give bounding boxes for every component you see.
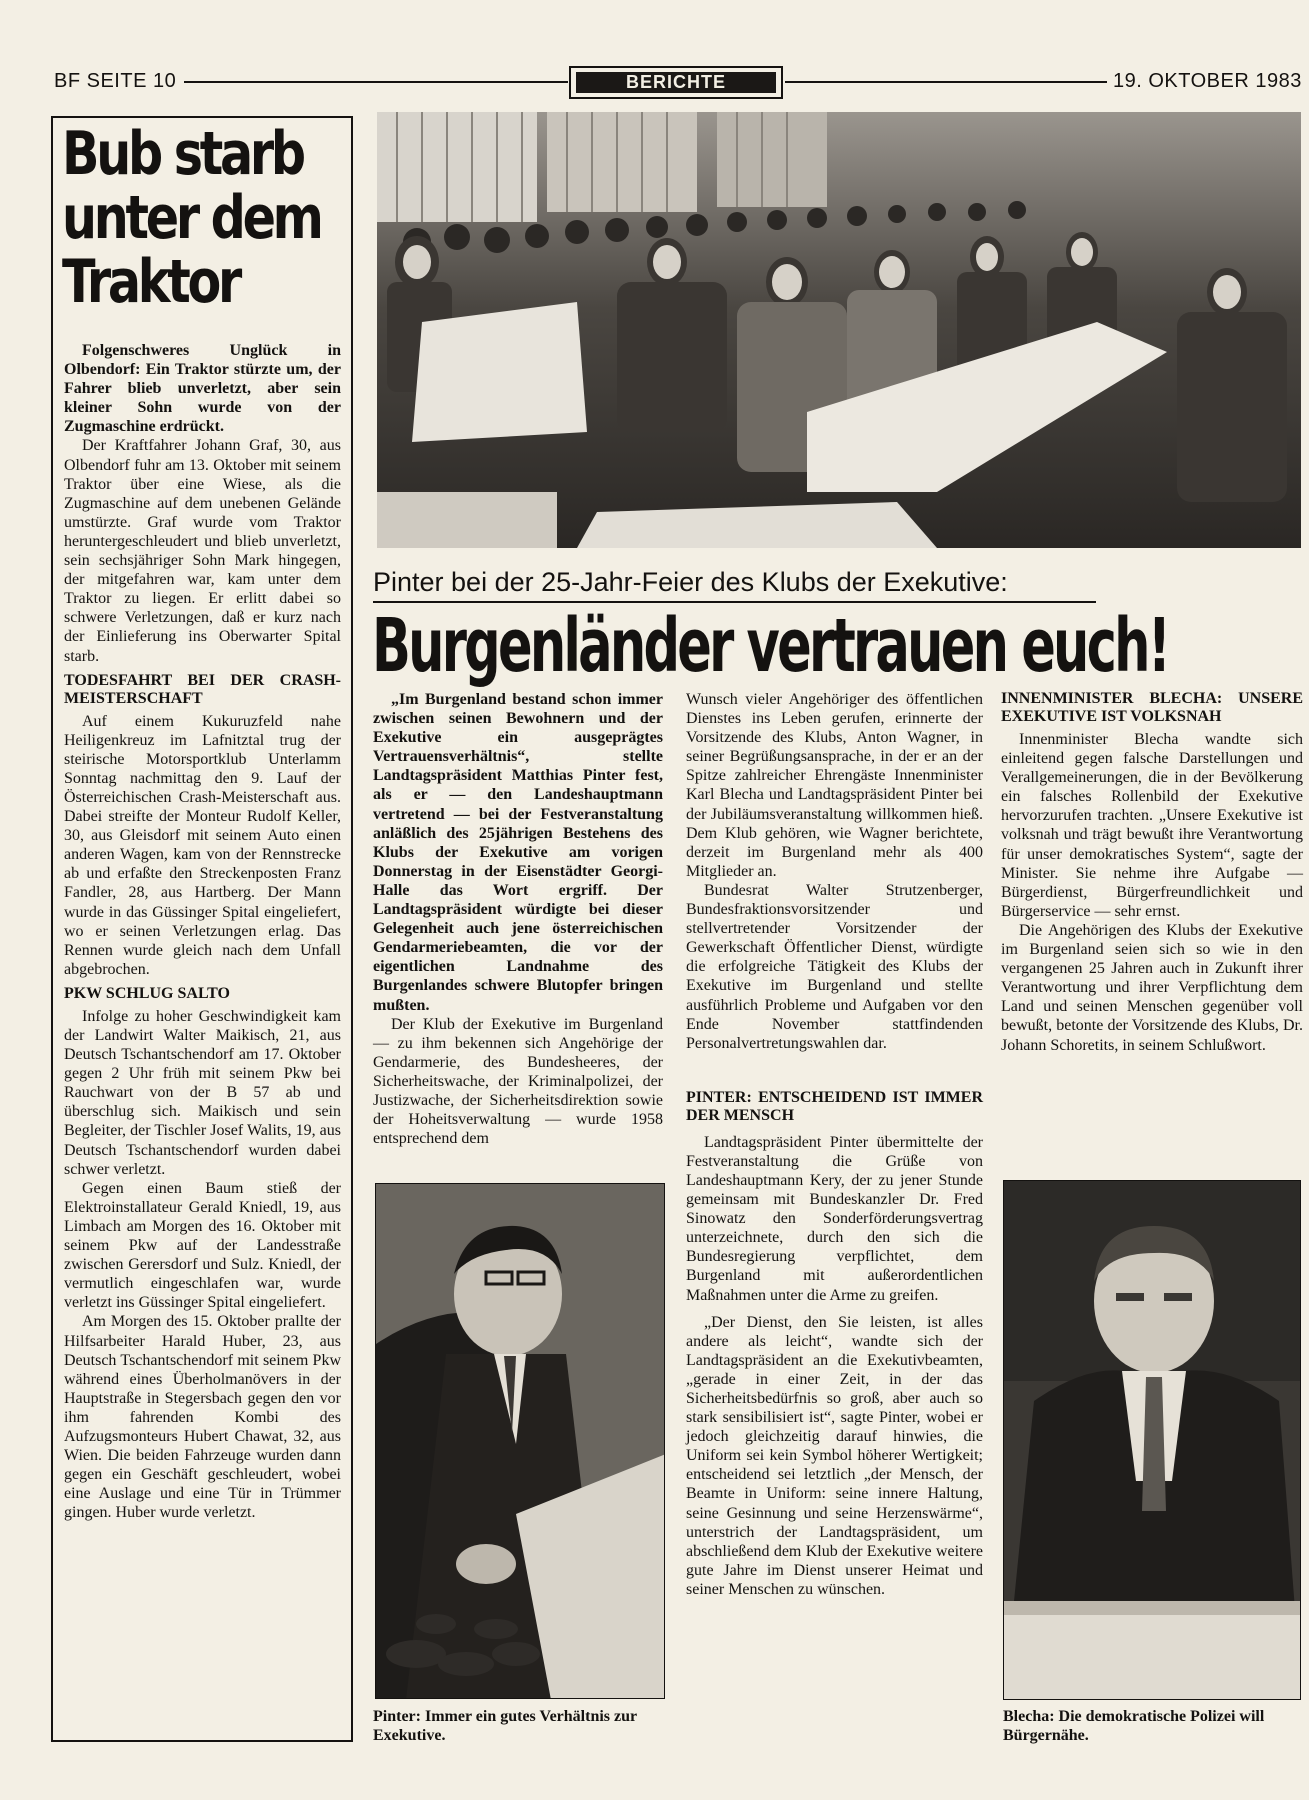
paragraph: „Der Dienst, den Sie leisten, ist alles andere als leicht“, wandte sich der Landtagspräsident an die Exekutivbeamten, „gerade in einer Zeit, in der das Sicherheitsbedürfnis so groß, aber auch so stark sensibilisiert ist“, sagte Pinter, wobei er jedoch gleichzeitig darauf hinwies, die Uniform sei kein Symbol höherer Wertigkeit; entscheidend sei letztlich „der Mensch, der Beamte in Uniform: seine innere Haltung, seine Gesinnung und seine Herzenswärme“, unterstrich der Landtagspräsident, um abschließend dem Klub der Exekutive weitere gute Jahre im Dienst unserer Heimat und seiner Menschen zu wünschen.	[686, 1313, 983, 1598]
paragraph: Der Klub der Exekutive im Burgenland — zu ihm bekennen sich Angehörige der Gendarmerie, des Bundesheeres, der Sicherheitswache, der Kriminalpolizei, der Justizwache, der Sicherheitsdirektion sowie der Hoheitsverwaltung — wurde 1958 entsprechend dem	[373, 1015, 663, 1148]
header-rule-right	[785, 81, 1107, 83]
section-label: BERICHTE	[576, 72, 776, 93]
paragraph: Der Kraftfahrer Johann Graf, 30, aus Olbendorf fuhr am 13. Oktober mit seinem Traktor über eine Wiese, als die Zugmaschine auf dem unebenen Gelände umstürzte. Graf wurde vom Traktor heruntergeschleudert und blieb unverletzt, sein sechsjähriger Sohn Mark hingegen, der mitgefahren war, kam unter dem Traktor zu liegen. Er erlitt dabei so schwere Verletzungen, daß er kurz nach der Einlieferung ins Oberwarter Spital starb.	[64, 437, 341, 665]
paragraph: Die Angehörigen des Klubs der Exekutive im Burgenland seien sich so wie in den vergangenen 25 Jahren auch in Zukunft ihrer Verantwortung und ihrer Verpflichtung dem Land und seinen Menschen gegenüber voll bewußt, betonte der Vorsitzende des Klubs, Dr. Johann Schoretits, in seinem Schlußwort.	[1001, 921, 1303, 1054]
subheading: PKW SCHLUG SALTO	[64, 984, 230, 1002]
issue-date: 19. OKTOBER 1983	[1113, 70, 1302, 92]
title-line: unter dem	[62, 183, 321, 253]
page-label: BF SEITE 10	[54, 70, 177, 92]
subheading: PINTER: ENTSCHEIDEND IST IMMER DER MENSCH	[686, 1088, 983, 1124]
paragraph: Wunsch vieler Angehöriger des öffentlichen Dienstes ins Leben gerufen, erinnerte der Vorsitzende des Klubs, Anton Wagner, in seiner Begrüßungsansprache, in der er an der Spitze zahlreicher Ehrengäste Innenminister Karl Blecha und Landtagspräsident Pinter bei der Jubiläumsveranstaltung willkommen hieß. Dem Klub gehören, wie Wagner berichtete, derzeit im Burgenland mehr als 400 Mitglieder an.	[686, 691, 983, 880]
subheading: INNENMINISTER BLECHA: UNSERE EXEKUTIVE IST VOLKSNAH	[1001, 690, 1303, 725]
pinter-photo	[375, 1183, 665, 1699]
sidebar-article-title	[62, 119, 347, 317]
paragraph: Landtagspräsident Pinter übermittelte der Festveranstaltung die Grüße von Landeshauptmann Kery, der zu jener Stunde gemeinsam mit Bundeskanzler Dr. Fred Sinowatz den Sonderförderungsvertrag unterzeichnete, durch den sich die Bundesregierung verpflichtet, dem Burgenland mit außerordentlichen Maßnahmen unter die Arme zu greifen.	[686, 1133, 983, 1304]
subheading: TODESFAHRT BEI DER CRASH-MEISTERSCHAFT	[64, 671, 341, 707]
paragraph: Infolge zu hoher Geschwindigkeit kam der Landwirt Walter Maikisch, 21, aus Deutsch Tschantschendorf am 17. Oktober gegen 2 Uhr früh mit seinem Pkw bei Rauchwart von der B 57 ab und überschlug sich. Maikisch und sein Begleiter, der Tischler Josef Walits, 19, aus Deutsch Tschantschendorf wurden dabei schwer verletzt.	[64, 1007, 341, 1178]
blecha-photo	[1003, 1180, 1301, 1700]
paragraph: Bundesrat Walter Strutzenberger, Bundesfraktionsvorsitzender und stellvertretender Vorsitzender der Gewerkschaft Öffentlicher Dienst, würdigte die erfolgreiche Tätigkeit des Klubs der Exekutive im Burgenland und stellte ausführlich Probleme und Aufgaben vor den Ende November stattfindenden Personalvertretungswahlen dar.	[686, 881, 983, 1052]
article-lead: „Im Burgenland bestand schon immer zwischen seinen Bewohnern und der Exekutive ein ausgeprägtes Vertrauensverhältnis“, stellte Landtagspräsident Matthias Pinter fest, als er — den Landeshauptmann vertretend — bei der Festveranstaltung anläßlich des 25jährigen Bestehens des Klubs der Exekutive am vorigen Donnerstag in der Eisenstädter Georgi-Halle das Wort ergriff. Der Landtagspräsident würdigte bei dieser Gelegenheit auch jene österreichischen Gendarmeriebeamten, die vor der eigentlichen Landnahme des Burgenlandes schwere Blutopfer bringen mußten.	[373, 691, 663, 1014]
section-badge	[569, 66, 783, 99]
header-rule-left	[184, 81, 568, 83]
title-line: Traktor	[62, 247, 239, 317]
main-column-3	[1001, 690, 1303, 1055]
main-column-2	[686, 690, 983, 1599]
article-lead: Folgenschweres Unglück in Olbendorf: Ein Traktor stürzte um, der Fahrer blieb unverletzt, aber sein kleiner Sohn wurde von der Zugmaschine erdrückt.	[64, 342, 341, 436]
article-headline: Burgenländer vertrauen euch!	[372, 603, 1169, 689]
paragraph: Innenminister Blecha wandte sich einleitend gegen falsche Darstellungen und Verallgemeinerungen, die in der Bevölkerung ein falsches Rollenbild der Exekutive hervorzurufen trachten. „Unsere Exekutive ist volksnah und trägt bewußt ihre Verantwortung für unser demokratisches System“, sagte der Minister. Sie nehme ihre Aufgabe — Bürgerdienst, Bürgerfreundlichkeit und Bürgerservice — sehr ernst.	[1001, 731, 1303, 920]
title-line: Bub starb	[62, 119, 303, 189]
main-column-1	[373, 690, 663, 1148]
paragraph: Gegen einen Baum stieß der Elektroinstallateur Gerald Kniedl, 19, aus Limbach am Morgen des 16. Oktober mit seinem Pkw auf der Landesstraße zwischen Gerersdorf und Sulz. Kniedl, der vermutlich eingeschlafen war, wurde verletzt ins Güssinger Spital eingeliefert.	[64, 1179, 341, 1312]
article-kicker: Pinter bei der 25-Jahr-Feier des Klubs der Exekutive:	[373, 567, 1008, 597]
sidebar-article-body	[64, 341, 341, 1522]
audience-photo	[377, 112, 1301, 548]
pinter-photo-caption: Pinter: Immer ein gutes Verhältnis zur Exekutive.	[373, 1708, 637, 1744]
paragraph: Am Morgen des 15. Oktober prallte der Hilfsarbeiter Harald Huber, 23, aus Deutsch Tschantschendorf mit seinem Pkw während eines Überholmanövers in der Hauptstraße in Stegersbach gegen den vor ihm fahrenden Kombi des Aufzugsmonteurs Hubert Chawat, 32, aus Wien. Die beiden Fahrzeuge wurden dann gegen ein Geschäft geschleudert, wobei eine Auslage und eine Tür in Trümmer gingen. Huber wurde verletzt.	[64, 1313, 341, 1522]
paragraph: Auf einem Kukuruzfeld nahe Heiligenkreuz im Lafnitztal trug der steirische Motorsportklub Unterlamm Sonntag nachmittag den 9. Lauf der Österreichischen Crash-Meisterschaft aus. Dabei streifte der Monteur Rudolf Keller, 30, aus Gleisdorf mit seinem Auto einen anderen Wagen, kam von der Rennstrecke ab und erfaßte den Streckenposten Franz Fandler, 28, aus Hartberg. Der Mann wurde in das Güssinger Spital eingeliefert, wo er seinen Verletzungen erlag. Das Rennen wurde gleich nach dem Unfall abgebrochen.	[64, 712, 341, 978]
blecha-photo-caption: Blecha: Die demokratische Polizei will Bürgernähe.	[1003, 1708, 1265, 1744]
